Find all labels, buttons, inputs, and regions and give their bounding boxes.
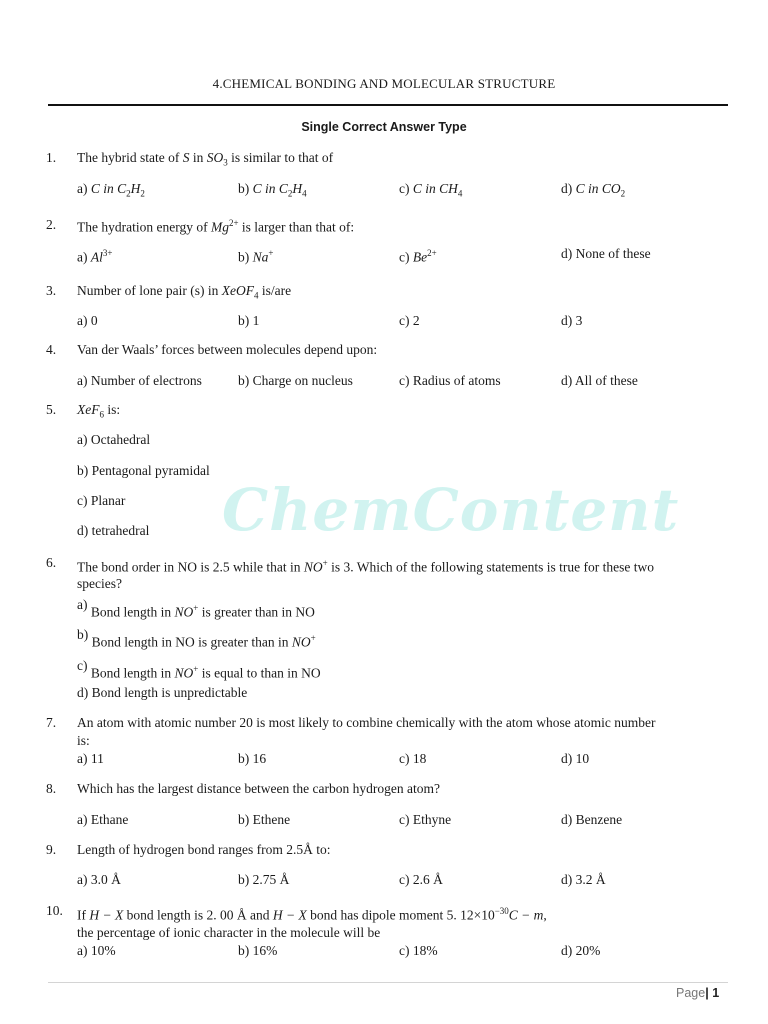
- question-text: Number of lone pair (s) in XeOF$_4$ is/are: [77, 283, 292, 301]
- section-heading: Single Correct Answer Type: [301, 120, 467, 134]
- option-a: a) $Al^{3+}$: [77, 248, 113, 265]
- option-c: c) Ethyne: [399, 812, 452, 827]
- title-divider: [48, 104, 728, 106]
- option-d: d) 3.2 Å: [561, 872, 606, 887]
- question-text: The hydration energy of $Mg^{2+}$ is larger than that of:: [77, 218, 355, 235]
- option-a: a) Bond length in NO+ is greater than in NO: [77, 596, 315, 620]
- option-b: b) Bond length in NO is greater than in NO+: [77, 626, 316, 650]
- page-title: 4.CHEMICAL BONDING AND MOLECULAR STRUCTURE: [212, 76, 556, 91]
- option-d: d) tetrahedral: [77, 523, 150, 538]
- option-d: d) All of these: [561, 373, 638, 388]
- question-text-continued: species?: [77, 576, 122, 591]
- option-a: a) 11: [77, 751, 104, 766]
- option-c: c) 2: [399, 313, 420, 328]
- question-text: An atom with atomic number 20 is most likely to combine chemically with the atom whose atomic number: [77, 715, 656, 730]
- option-c: c) 18: [399, 751, 427, 766]
- option-b: b) Pentagonal pyramidal: [77, 463, 210, 478]
- option-a: a) 10%: [77, 943, 116, 958]
- option-b: b) C in $C_2H_4$: [238, 181, 307, 199]
- page-footer: [676, 986, 719, 1000]
- question-number: 2.: [46, 217, 57, 232]
- option-b: b) 16: [238, 751, 267, 766]
- question-text: XeF$_6$ is:: [77, 402, 121, 420]
- option-b: b) Charge on nucleus: [238, 373, 353, 388]
- question-text-continued: is:: [77, 733, 90, 748]
- option-b: b) 1: [238, 313, 260, 328]
- question-text: Which has the largest distance between the carbon hydrogen atom?: [77, 781, 440, 796]
- option-b: b) Ethene: [238, 812, 291, 827]
- question-number: 6.: [46, 555, 57, 570]
- question-number: 4.: [46, 342, 57, 357]
- option-c: c) $Be^{2+}$: [399, 248, 437, 265]
- option-c: c) Planar: [77, 493, 126, 508]
- page-number: 1: [712, 986, 720, 1000]
- option-c: c) Radius of atoms: [399, 373, 501, 388]
- option-a: a) Ethane: [77, 812, 129, 827]
- question-number: 10.: [46, 903, 63, 918]
- option-c: c) Bond length in NO+ is equal to than in NO: [77, 657, 321, 681]
- question-text: Van der Waals’ forces between molecules depend upon:: [77, 342, 378, 357]
- option-d: d) C in $CO_2$: [561, 181, 626, 199]
- option-a: a) C in $C_2H_2$: [77, 181, 145, 199]
- footer-divider: [48, 982, 728, 983]
- page-separator: |: [705, 986, 709, 1000]
- option-b: b) 16%: [238, 943, 278, 958]
- question-number: 9.: [46, 842, 57, 857]
- question-number: 5.: [46, 402, 57, 417]
- question-text: Length of hydrogen bond ranges from 2.5Å to:: [77, 842, 331, 857]
- option-a: a) Number of electrons: [77, 373, 202, 388]
- option-d: d) Benzene: [561, 812, 623, 827]
- question-text-continued: the percentage of ionic character in the molecule will be: [77, 925, 381, 940]
- page-label: Page: [676, 986, 706, 1000]
- option-a: a) 0: [77, 313, 98, 328]
- question-text: The hybrid state of S in $SO_3$ is similar to that of: [77, 150, 334, 168]
- option-a: a) 3.0 Å: [77, 872, 121, 887]
- question-number: 8.: [46, 781, 57, 796]
- option-d: d) Bond length is unpredictable: [77, 685, 248, 700]
- option-d: d) 10: [561, 751, 590, 766]
- option-b: b) Na+: [238, 248, 274, 265]
- question-text: If H − X bond length is 2. 00 Å and H − X bond has dipole moment 5. $12\times 10^{-30}C - m$,: [77, 906, 547, 923]
- option-a: a) Octahedral: [77, 432, 151, 447]
- question-number: 7.: [46, 715, 57, 730]
- option-c: c) 2.6 Å: [399, 872, 443, 887]
- option-b: b) 2.75 Å: [238, 872, 290, 887]
- watermark-logo: ChemContent: [222, 476, 680, 544]
- option-d: d) 3: [561, 313, 583, 328]
- option-d: d) 20%: [561, 943, 601, 958]
- option-c: c) 18%: [399, 943, 438, 958]
- question-number: 1.: [46, 150, 57, 165]
- question-number: 3.: [46, 283, 57, 298]
- option-d: d) None of these: [561, 246, 651, 261]
- option-c: c) C in $CH_4$: [399, 181, 463, 199]
- question-text: The bond order in NO is 2.5 while that in NO+ is 3. Which of the following statements is true for these two: [77, 558, 655, 575]
